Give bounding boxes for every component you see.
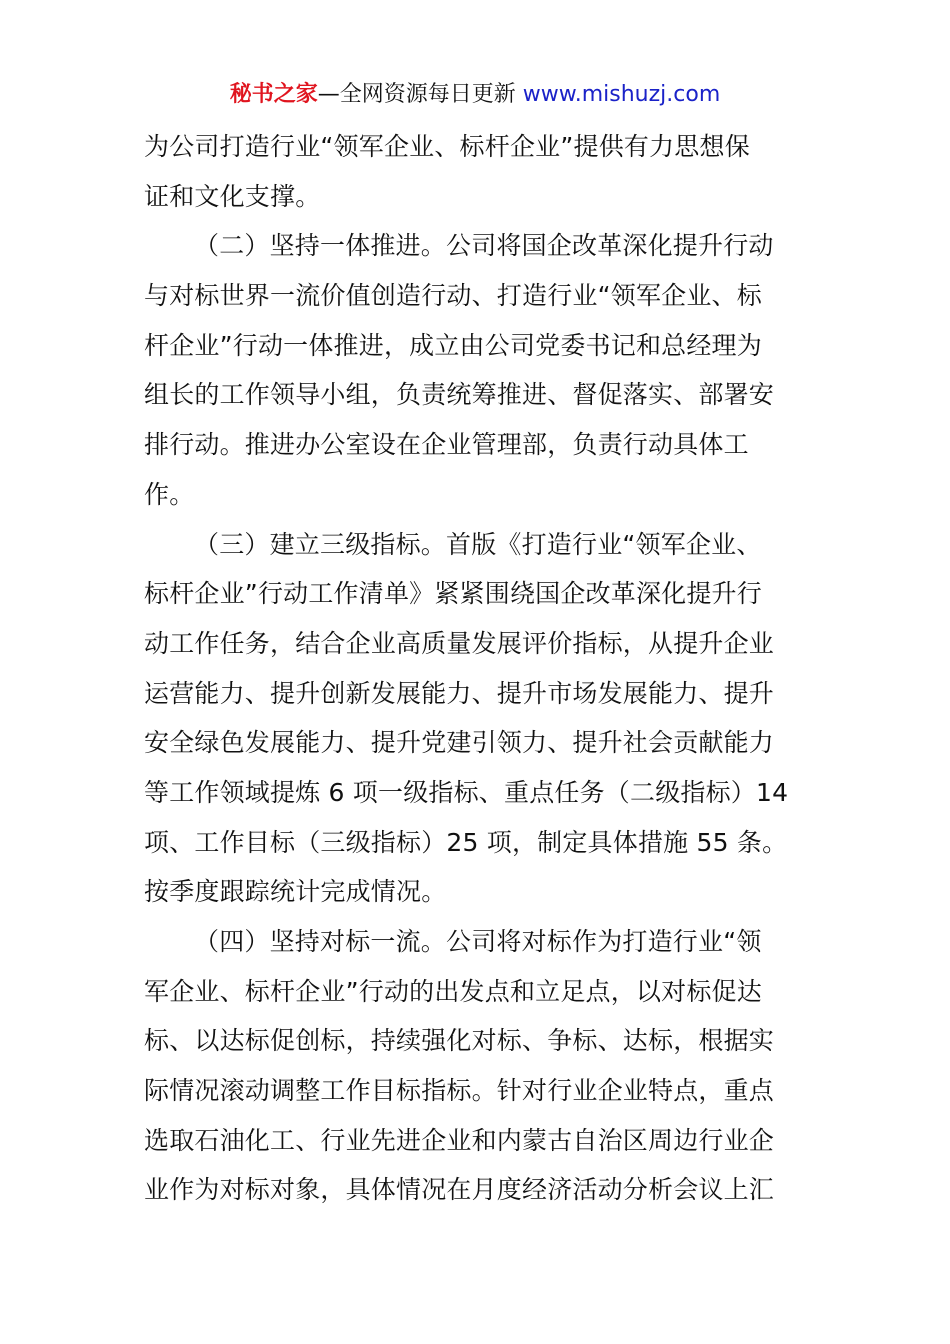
text-line: 排行动。推进办公室设在企业管理部，负责行动具体工: [144, 430, 749, 460]
document-body: [144, 122, 808, 1215]
text-line: 标杆企业”行动工作清单》紧紧围绕国企改革深化提升行: [144, 579, 762, 609]
text-line: 与对标世界一流价值创造行动、打造行业“领军企业、标: [144, 281, 762, 311]
text-line: 安全绿色发展能力、提升党建引领力、提升社会贡献能力: [144, 728, 775, 758]
text-line: 业作为对标对象，具体情况在月度经济活动分析会议上汇: [144, 1175, 775, 1205]
text-line: 运营能力、提升创新发展能力、提升市场发展能力、提升: [144, 678, 775, 708]
text-line: 杆企业”行动一体推进，成立由公司党委书记和总经理为: [144, 330, 762, 360]
site-brand: 秘书之家: [229, 82, 318, 107]
text-line: 组长的工作领导小组，负责统筹推进、督促落实、部署安: [144, 380, 775, 410]
text-line: 作。: [144, 479, 195, 509]
site-header: [0, 79, 950, 111]
text-line: 项、工作目标（三级指标）25 项，制定具体措施 55 条。: [144, 827, 788, 857]
text-line: 等工作领域提炼 6 项一级指标、重点任务（二级指标）14: [144, 777, 789, 807]
site-slogan: —全网资源每日更新: [317, 82, 523, 107]
text-line: （三）建立三级指标。首版《打造行业“领军企业、: [194, 529, 762, 559]
text-line: （二）坚持一体推进。公司将国企改革深化提升行动: [194, 231, 774, 261]
text-line: 军企业、标杆企业”行动的出发点和立足点，以对标促达: [144, 976, 762, 1006]
text-line: （四）坚持对标一流。公司将对标作为打造行业“领: [194, 927, 762, 956]
site-url-link[interactable]: www.mishuzj.com: [522, 82, 721, 107]
text-line: 选取石油化工、行业先进企业和内蒙古自治区周边行业企: [144, 1125, 775, 1155]
text-line: 动工作任务，结合企业高质量发展评价指标，从提升企业: [144, 628, 775, 658]
text-line: 标、以达标促创标，持续强化对标、争标、达标，根据实: [144, 1026, 775, 1056]
text-line: 证和文化支撑。: [144, 181, 321, 211]
text-line: 际情况滚动调整工作目标指标。针对行业企业特点，重点: [144, 1076, 775, 1106]
text-line: 按季度跟踪统计完成情况。: [144, 877, 447, 907]
text-line: 为公司打造行业“领军企业、标杆企业”提供有力思想保: [144, 132, 750, 161]
